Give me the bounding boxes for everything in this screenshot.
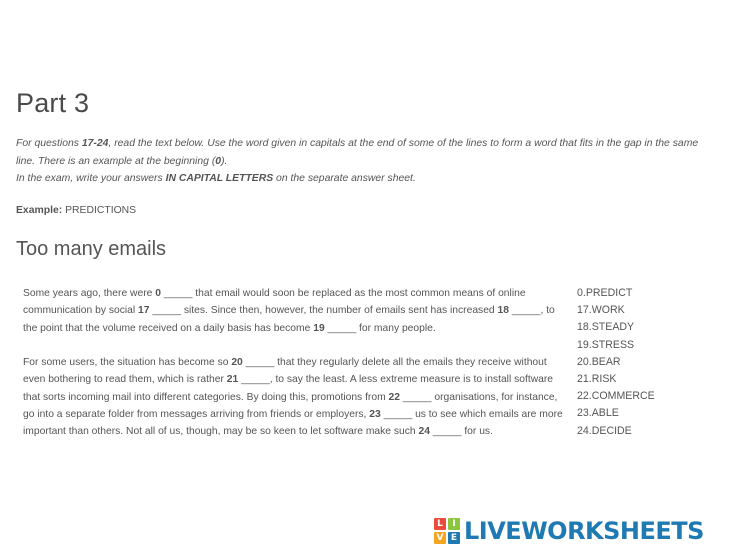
gap-number: 22	[388, 391, 400, 403]
word-item: 24.DECIDE	[577, 424, 632, 437]
gap-number: 17	[138, 305, 150, 317]
question-range: 17-24	[81, 138, 109, 149]
gap-number: 21	[226, 374, 239, 386]
word-list	[577, 285, 655, 440]
passage-text: _____ for many people.	[324, 322, 436, 334]
instructions-text: on the separate answer sheet.	[273, 173, 416, 184]
paragraph-2	[23, 354, 568, 440]
word-item: 19.STRESS	[577, 338, 635, 351]
passage	[23, 285, 568, 458]
passage-text: _____ that they regularly delete all the emails they receive without even bothering to read them, which is rather	[23, 357, 547, 386]
word-item: 20.BEAR	[577, 355, 621, 368]
logo-letter-i: I	[448, 518, 460, 530]
gap-number: 19	[313, 322, 325, 334]
example-label: Example:	[16, 205, 63, 216]
passage-text: _____ that email would soon be replaced as the most common means of online communication by social	[23, 288, 526, 317]
logo-letter-v: V	[434, 532, 446, 544]
passage-text: _____, to say the least. A less extreme measure is to install software that sorts incoming mail into different categories. By doing this, promotions from	[23, 374, 554, 403]
passage-text: _____, to the point that the volume received on a daily basis has become	[23, 305, 555, 334]
liveworksheets-logo-icon	[434, 518, 460, 544]
liveworksheets-logo-text: LIVEWORKSHEETS	[464, 517, 704, 545]
passage-text: _____ sites. Since then, however, the number of emails sent has increased	[149, 305, 498, 317]
logo-letter-l: L	[434, 518, 446, 530]
instructions-text: In the exam, write your answers	[16, 173, 166, 184]
instructions-text: ).	[221, 155, 228, 167]
gap-number: 23	[369, 409, 381, 421]
example-ref: 0	[215, 155, 222, 167]
paragraph-1	[23, 285, 568, 337]
passage-text: _____ organisations, for instance, go into a separate folder from messages arriving from friends or employers,	[23, 391, 558, 421]
passage-text: For some users, the situation has become so	[23, 357, 232, 369]
word-item: 18.STEADY	[577, 321, 635, 334]
word-item: 22.COMMERCE	[577, 390, 655, 403]
example-line	[16, 205, 136, 216]
gap-number: 0	[155, 288, 161, 299]
text-title: Too many emails	[16, 238, 167, 260]
word-item: 0.PREDICT	[577, 287, 633, 299]
word-item: 21.RISK	[577, 373, 617, 386]
logo-letter-e: E	[448, 532, 460, 544]
gap-number: 24	[418, 426, 430, 438]
capital-letters-emphasis: IN CAPITAL LETTERS	[165, 173, 274, 184]
liveworksheets-logo[interactable]	[434, 516, 704, 546]
gap-number: 18	[497, 305, 509, 317]
passage-text: _____ us to see which emails are more important than others. Not all of us, though, may be so keen to let software make such	[23, 409, 563, 438]
instructions-text: , read the text below. Use the word given in capitals at the end of some of the lines to form a word that fits in the gap in the same line. There is an example at the beginning (	[16, 138, 699, 167]
passage-text: _____ for us.	[429, 426, 493, 438]
passage-text: Some years ago, there were	[23, 288, 156, 299]
word-item: 23.ABLE	[577, 407, 619, 420]
word-item: 17.WORK	[577, 304, 625, 317]
instructions	[16, 135, 706, 188]
example-answer: PREDICTIONS	[62, 205, 137, 216]
gap-number: 20	[231, 357, 243, 369]
instructions-text: For questions	[16, 138, 82, 149]
part-title: Part 3	[16, 88, 90, 118]
